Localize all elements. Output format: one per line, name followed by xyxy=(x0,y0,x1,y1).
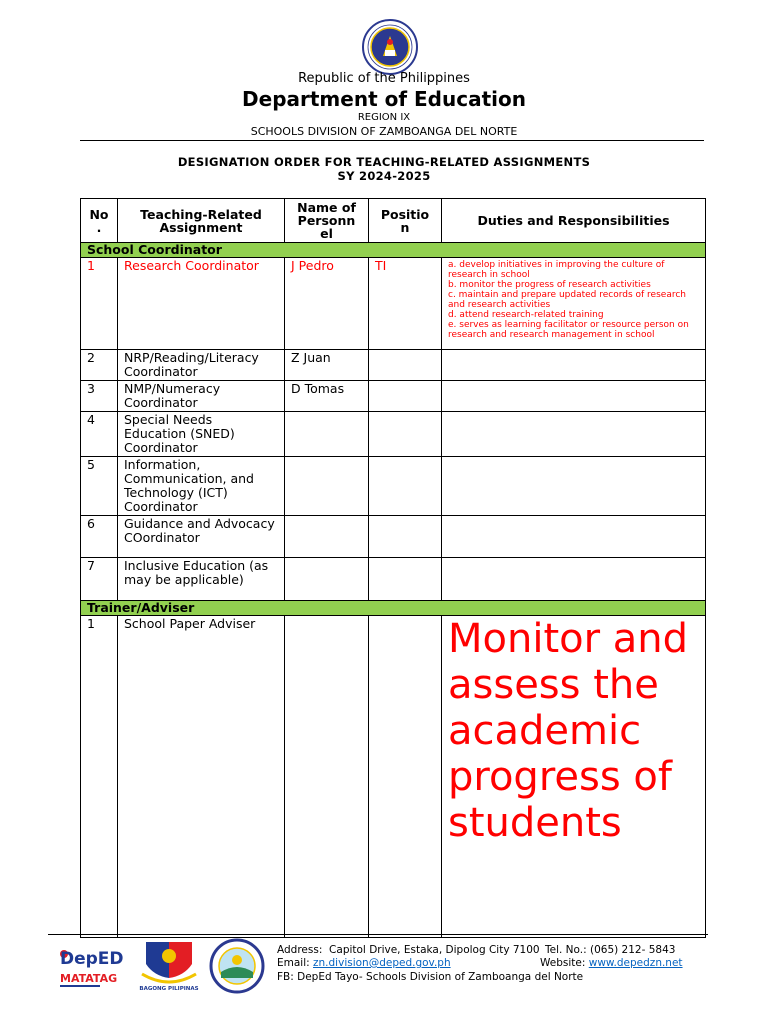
row-assignment: School Paper Adviser xyxy=(118,616,285,938)
table-row xyxy=(81,616,706,938)
row-duties xyxy=(442,516,706,558)
row-assignment: Guidance and Advocacy COordinator xyxy=(118,516,285,558)
bagong-pilipinas-logo xyxy=(134,934,204,992)
header-divider xyxy=(80,140,704,141)
row-duties xyxy=(442,258,706,350)
row-assignment: Research Coordinator xyxy=(118,258,285,350)
footer-facebook-line: FB: DepEd Tayo- Schools Division of Zamboanga del Norte xyxy=(277,971,584,983)
row-position xyxy=(369,457,442,516)
row-no: 5 xyxy=(81,457,118,516)
row-name xyxy=(285,616,369,938)
deped-seal-logo xyxy=(355,18,425,76)
table-row xyxy=(81,516,706,558)
duty-item: a. develop initiatives in improving the culture of research in school xyxy=(448,260,665,280)
deped-matatag-logo xyxy=(56,940,128,990)
section-row-school-coordinator xyxy=(81,243,706,258)
row-position xyxy=(369,558,442,601)
row-no: 6 xyxy=(81,516,118,558)
row-name xyxy=(285,558,369,601)
bagong-logo-text: BAGONG PILIPINAS xyxy=(139,986,199,992)
row-assignment: Information, Communication, and Technology (ICT) Coordinator xyxy=(118,457,285,516)
row-name: Z Juan xyxy=(285,350,369,381)
row-position xyxy=(369,350,442,381)
duty-item: c. maintain and prepare updated records of research and research activities xyxy=(448,290,686,310)
order-school-year: SY 2024-2025 xyxy=(337,169,431,183)
row-no: 1 xyxy=(81,258,118,350)
row-no: 7 xyxy=(81,558,118,601)
address-label: Address: xyxy=(277,944,323,956)
matatag-logo-text: MATATAG xyxy=(60,972,118,985)
duty-item: d. attend research-related training xyxy=(448,310,604,320)
row-name xyxy=(285,412,369,457)
republic-heading: Republic of the Philippines xyxy=(298,71,470,86)
division-seal-logo xyxy=(208,938,266,994)
row-assignment: Special Needs Education (SNED) Coordinator xyxy=(118,412,285,457)
row-no: 3 xyxy=(81,381,118,412)
footer-email-line xyxy=(277,957,451,970)
row-name xyxy=(285,457,369,516)
table-header-row xyxy=(81,199,706,243)
table-row xyxy=(81,381,706,412)
section-row-trainer-adviser xyxy=(81,601,706,616)
row-name xyxy=(285,516,369,558)
col-header-assignment: Teaching-Related Assignment xyxy=(118,199,285,243)
address-text: Capitol Drive, Estaka, Dipolog City 7100 xyxy=(329,944,540,956)
row-position: TI xyxy=(369,258,442,350)
website-link[interactable]: www.depedzn.net xyxy=(588,957,683,969)
row-position xyxy=(369,616,442,938)
table-row xyxy=(81,258,706,350)
table-row xyxy=(81,558,706,601)
row-position xyxy=(369,516,442,558)
col-header-no: No . xyxy=(81,199,118,243)
row-no: 2 xyxy=(81,350,118,381)
row-no: 4 xyxy=(81,412,118,457)
section-label: Trainer/Adviser xyxy=(81,601,706,616)
table-row xyxy=(81,350,706,381)
website-label: Website: xyxy=(540,957,586,969)
assignments-table xyxy=(80,198,706,938)
row-assignment: Inclusive Education (as may be applicable) xyxy=(118,558,285,601)
row-duties xyxy=(442,558,706,601)
row-position xyxy=(369,412,442,457)
footer-telephone: Tel. No.: (065) 212- 5843 xyxy=(545,944,676,956)
division-heading: SCHOOLS DIVISION OF ZAMBOANGA DEL NORTE xyxy=(250,125,518,138)
footer-address-line xyxy=(277,944,540,957)
row-assignment: NRP/Reading/Literacy Coordinator xyxy=(118,350,285,381)
col-header-position: Positio n xyxy=(369,199,442,243)
row-name: D Tomas xyxy=(285,381,369,412)
duty-item: b. monitor the progress of research activities xyxy=(448,280,651,290)
row-duties xyxy=(442,457,706,516)
table-row xyxy=(81,457,706,516)
row-no: 1 xyxy=(81,616,118,938)
row-assignment: NMP/Numeracy Coordinator xyxy=(118,381,285,412)
section-label: School Coordinator xyxy=(81,243,706,258)
row-duties xyxy=(442,350,706,381)
col-header-duties: Duties and Responsibilities xyxy=(442,199,706,243)
deped-logo-text: DepED xyxy=(60,949,124,969)
col-header-name: Name of Personn el xyxy=(285,199,369,243)
email-label: Email: xyxy=(277,957,310,969)
department-heading: Department of Education xyxy=(242,87,526,111)
table-row xyxy=(81,412,706,457)
duty-item: e. serves as learning facilitator or resource person on research and research management in school xyxy=(448,320,689,340)
row-position xyxy=(369,381,442,412)
footer-website-line xyxy=(540,957,683,969)
row-duties-large: Monitor and assess the academic progress of students xyxy=(442,616,706,938)
email-link[interactable]: zn.division@deped.gov.ph xyxy=(313,957,451,969)
row-name: J Pedro xyxy=(285,258,369,350)
row-duties xyxy=(442,381,706,412)
row-duties xyxy=(442,412,706,457)
order-title: DESIGNATION ORDER FOR TEACHING-RELATED ASSIGNMENTS xyxy=(177,155,591,169)
region-heading: REGION IX xyxy=(357,112,411,123)
